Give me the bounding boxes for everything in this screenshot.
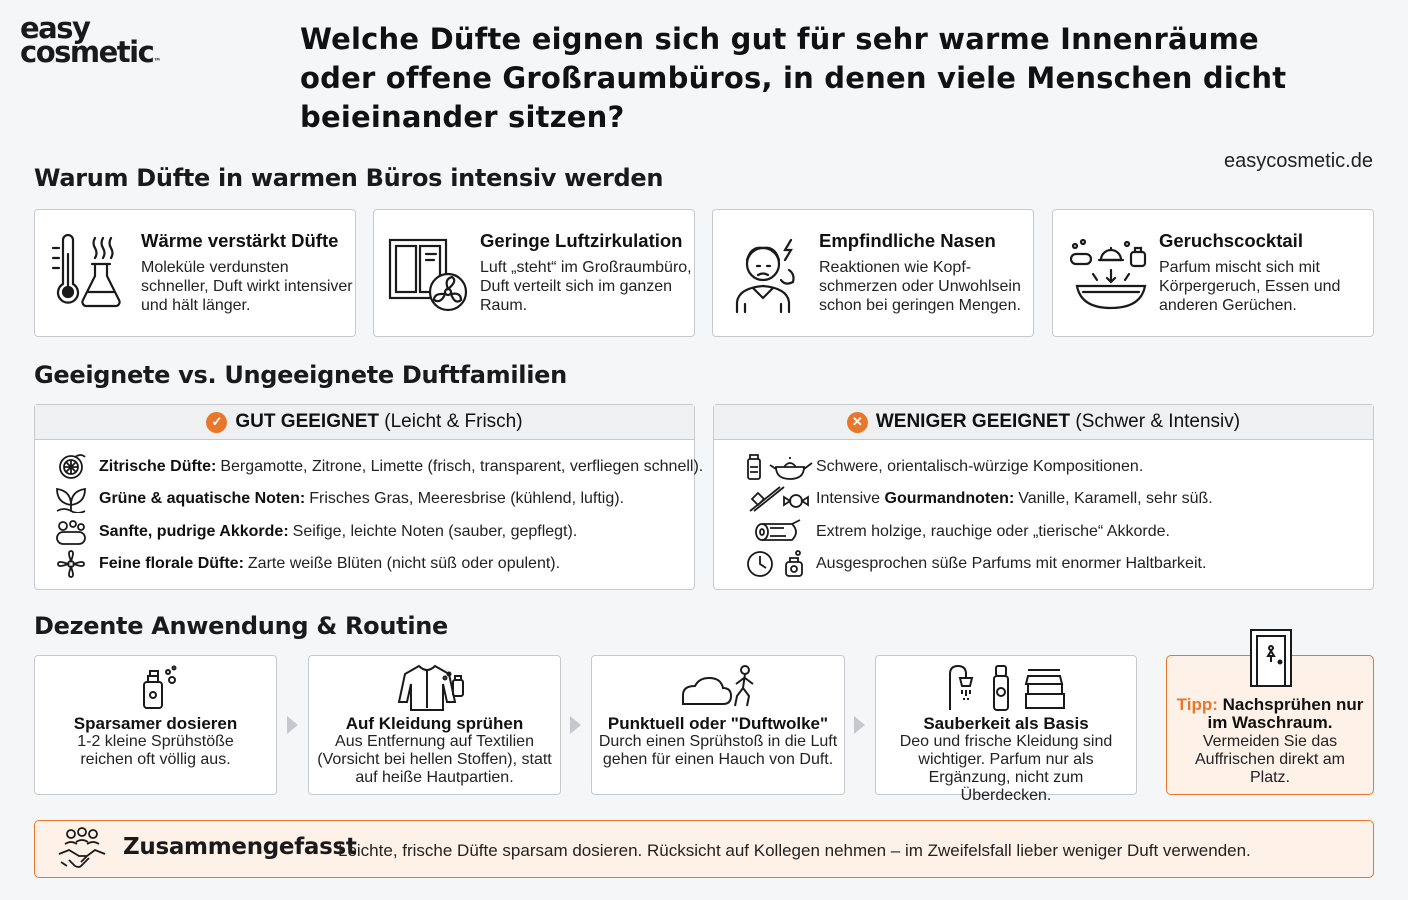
- shirt-spray-icon: [395, 662, 475, 712]
- bad-header: [714, 405, 1373, 440]
- logo-line-2: cosmetic™: [20, 35, 162, 69]
- step-card-dosing: [34, 655, 277, 795]
- list-item: Intensive Gourmandnoten: Vanille, Karamell, sehr süß.: [728, 485, 1213, 513]
- card-text: Luft „steht“ im Großraumbüro, Duft verteilt sich im ganzen Raum.: [480, 259, 692, 314]
- shower-deo-clothes-icon: [944, 662, 1068, 712]
- card-text: Reaktionen wie Kopf-schmerzen oder Unwohlsein schon bei geringen Mengen.: [819, 259, 1021, 314]
- chevron-right-icon: [570, 716, 581, 734]
- tip-title: Tipp: Nachsprühen nur im Waschraum.: [1176, 695, 1364, 732]
- good-families-panel: [34, 404, 704, 590]
- clock-bottle-icon: [746, 550, 816, 578]
- page-title: Welche Düfte eignen sich gut für sehr warme Innenräume oder offene Großraumbüros, in denen viele Menschen dicht beieinander sitzen?: [300, 22, 1287, 134]
- bad-label: WENIGER GEEIGNET: [875, 411, 1071, 432]
- card-text: Parfum mischt sich mit Körpergeruch, Essen und anderen Gerüchen.: [1159, 259, 1341, 314]
- step-title: Sauberkeit als Basis: [923, 714, 1089, 733]
- step-card-clothing: [308, 655, 561, 795]
- section-heading-why: Warum Düfte in warmen Büros intensiv werden: [34, 164, 664, 192]
- step-text: Deo und frische Kleidung sind wichtiger. Parfum nur als Ergänzung, nicht zum Überdecken.: [899, 733, 1113, 804]
- cross-icon: ✕: [847, 412, 868, 433]
- card-title: Geringe Luftzirkulation: [480, 230, 683, 251]
- info-card-heat: [34, 209, 356, 337]
- spice-jar-teapot-icon: [746, 453, 816, 481]
- list-item: Extrem holzige, rauchige oder „tierische“ Akkorde.: [728, 518, 1170, 546]
- list-item: Schwere, orientalisch-würzige Kompositionen.: [728, 453, 1143, 481]
- card-title: Empfindliche Nasen: [819, 230, 996, 251]
- wood-log-icon: [746, 518, 816, 546]
- restroom-door-icon: [1247, 628, 1295, 688]
- sensitive-person-icon: [727, 234, 811, 314]
- chevron-right-icon: [854, 716, 865, 734]
- list-item: Grüne & aquatische Noten: Frisches Gras, Meeresbrise (kühlend, luftig).: [49, 485, 624, 513]
- section-heading-families: Geeignete vs. Ungeeignete Duftfamilien: [34, 361, 567, 389]
- card-title: Wärme verstärkt Düfte: [141, 230, 339, 251]
- step-text: Durch einen Sprühstoß in die Luft gehen für einen Hauch von Duft.: [598, 733, 838, 768]
- website-link[interactable]: easycosmetic.de: [1224, 150, 1373, 172]
- window-fan-icon: [388, 234, 472, 314]
- info-card-noses: [712, 209, 1034, 337]
- vanilla-candy-icon: [746, 485, 816, 513]
- card-text: Moleküle verdunsten schneller, Duft wirkt intensiver und hält länger.: [141, 259, 353, 314]
- summary-title: Zusammengefasst: [123, 834, 357, 860]
- logo-line-1: easy: [20, 11, 90, 45]
- tip-text: Vermeiden Sie das Auffrischen direkt am Platz.: [1195, 733, 1345, 786]
- step-card-cloud: [591, 655, 845, 795]
- soap-bubbles-icon: [49, 518, 99, 546]
- list-item: Ausgesprochen süße Parfums mit enormer Haltbarkeit.: [728, 550, 1206, 578]
- section-heading-routine: Dezente Anwendung & Routine: [34, 612, 449, 640]
- checkmark-icon: ✓: [206, 412, 227, 433]
- good-label: GUT GEEIGNET: [235, 411, 379, 432]
- step-title: Sparsamer dosieren: [73, 714, 238, 733]
- info-card-airflow: [373, 209, 695, 337]
- step-text: 1-2 kleine Sprühstöße reichen oft völlig aus.: [77, 733, 234, 768]
- step-title: Auf Kleidung sprühen: [345, 714, 524, 733]
- chevron-right-icon: [287, 716, 298, 734]
- summary-text: Leichte, frische Düfte sparsam dosieren. Rücksicht auf Kollegen nehmen – im Zweifelsfall lieber weniger Duft verwenden.: [338, 841, 1251, 860]
- step-card-hygiene: [875, 655, 1137, 804]
- list-item: Zitrische Düfte: Bergamotte, Zitrone, Limette (frisch, transparent, verfliegen schnell).: [49, 453, 703, 481]
- flower-icon: [49, 550, 99, 578]
- good-sublabel: (Leicht & Frisch): [384, 411, 523, 432]
- trademark-mark: ™: [153, 57, 162, 66]
- thermometer-flask-icon: [49, 234, 133, 314]
- step-text: Aus Entfernung auf Textilien (Vorsicht bei hellen Stoffen), statt auf heiße Hautpartien.: [317, 733, 552, 786]
- leaf-wave-icon: [49, 485, 99, 513]
- tip-card: [1166, 655, 1374, 795]
- info-card-cocktail: [1052, 209, 1374, 337]
- brand-logo: [20, 11, 162, 69]
- team-handshake-icon: [57, 826, 107, 872]
- smell-mix-bowl-icon: [1067, 234, 1151, 314]
- list-item: Sanfte, pudrige Akkorde: Seifige, leichte Noten (sauber, gepflegt).: [49, 518, 577, 546]
- spray-bottle-icon: [128, 662, 184, 712]
- bad-sublabel: (Schwer & Intensiv): [1075, 411, 1241, 432]
- citrus-icon: [49, 453, 99, 481]
- list-item: Feine florale Düfte: Zarte weiße Blüten (nicht süß oder opulent).: [49, 550, 560, 578]
- step-title: Punktuell oder "Duftwolke": [607, 714, 829, 733]
- summary-banner: [34, 820, 1374, 878]
- good-header: [35, 405, 694, 440]
- cloud-walker-icon: [673, 662, 763, 712]
- bad-families-panel: [713, 404, 1374, 590]
- card-title: Geruchscocktail: [1159, 230, 1303, 251]
